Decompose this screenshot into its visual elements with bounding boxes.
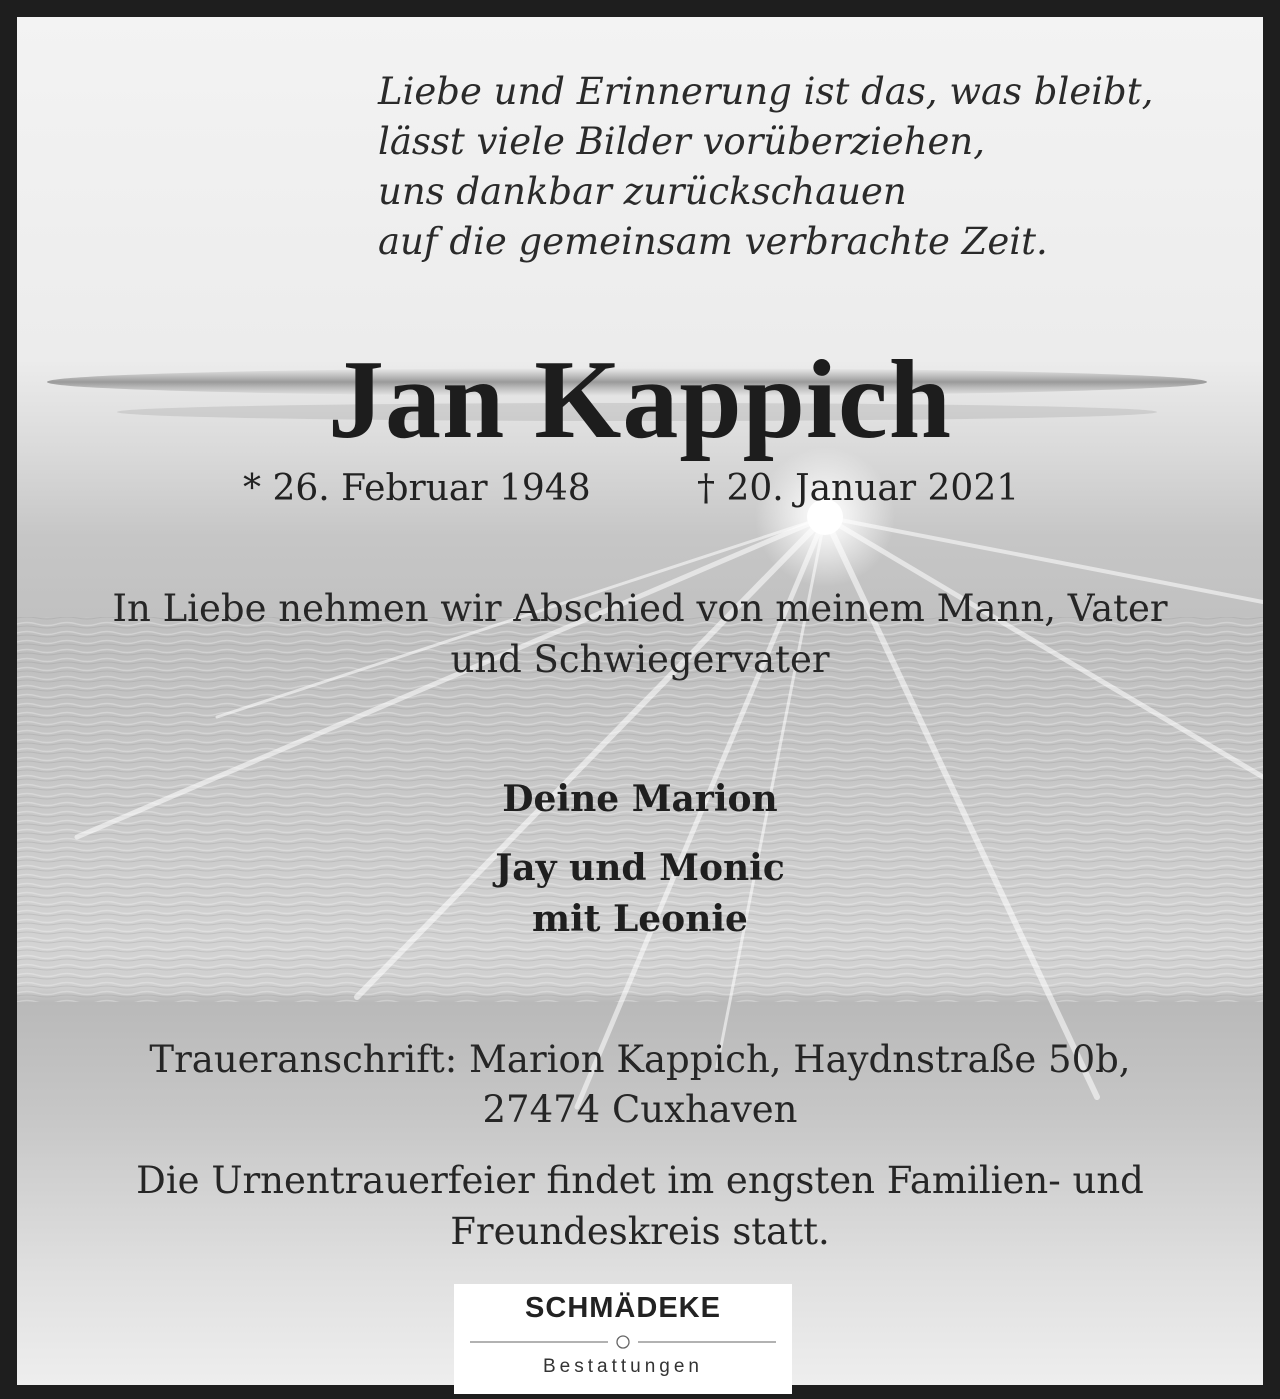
poem-line: lässt viele Bilder vorüberziehen, bbox=[378, 120, 986, 163]
logo-name: SCHMÄDEKE bbox=[525, 1292, 721, 1324]
ceremony-line: Freundeskreis statt. bbox=[450, 1210, 830, 1253]
poem-line: Liebe und Erinnerung ist das, was bleibt, bbox=[378, 70, 1154, 113]
farewell-line: In Liebe nehmen wir Abschied von meinem Mann, Vater bbox=[112, 587, 1168, 630]
poem-line: uns dankbar zurückschauen bbox=[378, 170, 907, 213]
signer-line: mit Leonie bbox=[532, 898, 748, 940]
death-date: † 20. Januar 2021 bbox=[697, 468, 1020, 509]
poem-line: auf die gemeinsam verbrachte Zeit. bbox=[378, 220, 1048, 263]
farewell-text bbox=[17, 583, 1263, 685]
address-line: Traueranschrift: Marion Kappich, Haydnstraße 50b, bbox=[149, 1038, 1131, 1081]
mourning-address bbox=[17, 1035, 1263, 1135]
farewell-line: und Schwiegervater bbox=[450, 638, 830, 681]
funeral-home-logo bbox=[454, 1284, 792, 1394]
birth-date: * 26. Februar 1948 bbox=[243, 468, 591, 509]
ceremony-line: Die Urnentrauerfeier findet im engsten Familien- und bbox=[136, 1159, 1144, 1202]
signer-line: Jay und Monic bbox=[495, 847, 785, 889]
logo-subtitle: Bestattungen bbox=[543, 1356, 703, 1377]
ceremony-notice bbox=[17, 1155, 1263, 1257]
signer-family bbox=[17, 843, 1263, 945]
signer-wife: Deine Marion bbox=[502, 778, 778, 820]
deceased-name: Jan Kappich bbox=[327, 338, 953, 462]
address-line: 27474 Cuxhaven bbox=[482, 1088, 798, 1131]
logo-divider-icon bbox=[470, 1332, 776, 1352]
poem bbox=[378, 67, 1153, 267]
